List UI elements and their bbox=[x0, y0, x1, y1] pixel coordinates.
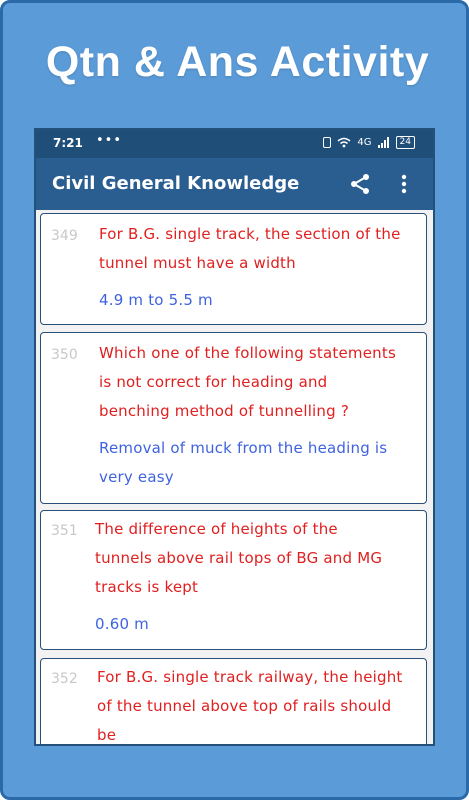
question-text-line: tunnel must have a width bbox=[99, 254, 296, 272]
phone-screen bbox=[36, 130, 433, 744]
question-text-line: tunnels above rail tops of BG and MG bbox=[95, 549, 383, 567]
question-text-line: Which one of the following statements bbox=[99, 344, 396, 362]
battery-icon: 24 bbox=[396, 136, 415, 149]
question-text-line: For B.G. single track railway, the height bbox=[97, 668, 403, 686]
question-text-line: benching method of tunnelling ? bbox=[99, 402, 349, 420]
status-bar bbox=[36, 130, 433, 158]
status-time: 7:21 bbox=[53, 136, 83, 150]
question-list[interactable] bbox=[36, 210, 433, 744]
question-number: 352 bbox=[51, 671, 78, 687]
wifi-icon bbox=[337, 137, 351, 148]
question-card[interactable] bbox=[40, 332, 427, 504]
signal-icon bbox=[378, 137, 390, 148]
question-number: 350 bbox=[51, 347, 78, 363]
answer-text-line: 0.60 m bbox=[95, 615, 149, 633]
question-text-line: The difference of heights of the bbox=[95, 520, 338, 538]
status-icons bbox=[323, 136, 415, 149]
vibrate-icon bbox=[323, 137, 331, 148]
question-card[interactable] bbox=[40, 213, 427, 325]
question-number: 351 bbox=[51, 523, 78, 539]
share-icon[interactable] bbox=[348, 172, 372, 196]
question-text-line: is not correct for heading and bbox=[99, 373, 328, 391]
app-bar bbox=[36, 158, 433, 210]
promo-headline: Qtn & Ans Activity bbox=[45, 38, 430, 86]
notification-dots: ••• bbox=[96, 133, 123, 148]
question-number: 349 bbox=[51, 228, 78, 244]
question-text-line: For B.G. single track, the section of the bbox=[99, 225, 401, 243]
question-text-line: of the tunnel above top of rails should bbox=[97, 697, 392, 715]
answer-text-line: very easy bbox=[99, 468, 174, 486]
answer-text-line: Removal of muck from the heading is bbox=[99, 439, 388, 457]
question-card[interactable] bbox=[40, 658, 427, 744]
answer-text-line: 4.9 m to 5.5 m bbox=[99, 291, 213, 309]
question-text-line: tracks is kept bbox=[95, 578, 199, 596]
more-vert-icon[interactable] bbox=[398, 172, 410, 196]
question-text-line: be bbox=[97, 726, 117, 744]
network-label: 4G bbox=[357, 137, 372, 148]
app-title: Civil General Knowledge bbox=[52, 173, 300, 194]
question-card[interactable] bbox=[40, 510, 427, 650]
